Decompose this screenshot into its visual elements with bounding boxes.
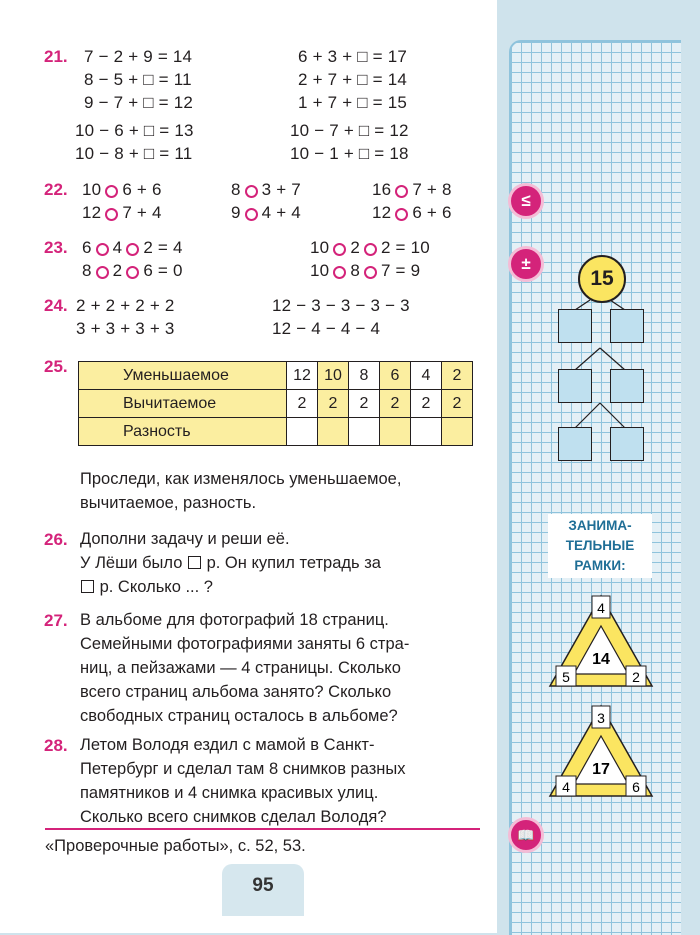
ex27-problem: В альбоме для фотографий 18 страниц. Семейными фотографиями заняты 6 стра- ниц, а пейзажами — 4 страницы. Сколько всего страниц альбома занято? Сколько свободных страниц осталось в альбоме?: [80, 611, 410, 725]
blank-box[interactable]: [81, 580, 94, 593]
ex24-expr: 12 − 4 − 4 − 4: [272, 319, 381, 338]
compare-circle[interactable]: [395, 208, 408, 221]
ex22-value: 6 + 6: [122, 180, 162, 199]
ex23-value: 2 = 10: [380, 238, 430, 257]
table-cell: 8: [349, 362, 380, 390]
answer-cell[interactable]: [411, 418, 442, 446]
compare-sign-icon: ≤: [508, 183, 544, 219]
ex21-left2-line: [75, 121, 194, 141]
ex22-value: 12: [82, 203, 102, 222]
ex24-expr: 3 + 3 + 3 + 3: [76, 319, 175, 338]
triangle-center: 14: [592, 651, 610, 668]
book-icon: 📖: [508, 817, 544, 853]
ex23-value: 2: [350, 238, 360, 257]
ex22-value: 7 + 4: [122, 203, 162, 222]
compare-circle[interactable]: [245, 185, 258, 198]
ex23-expr: [310, 238, 430, 258]
operation-circle[interactable]: [96, 243, 109, 256]
ex24-expr: 2 + 2 + 2 + 2: [76, 296, 175, 315]
triangle-right: 6: [632, 779, 640, 795]
ex22-value: 16: [372, 180, 392, 199]
operation-circle[interactable]: [364, 266, 377, 279]
tree-box[interactable]: [610, 369, 644, 403]
triangle-frame-2: [548, 704, 654, 800]
ex23-value: 2 = 4: [143, 238, 183, 257]
ex26-line: [80, 575, 213, 599]
triangle-top: 3: [597, 710, 605, 726]
ex21-expr: 10 − 7 + □ = 12: [290, 121, 409, 140]
exercise-26-number: 26.: [44, 530, 68, 549]
ex26-line: [80, 551, 381, 575]
tree-root: 15: [578, 255, 626, 303]
operation-circle[interactable]: [364, 243, 377, 256]
compare-circle[interactable]: [395, 185, 408, 198]
table-cell: 2: [349, 390, 380, 418]
triangle-left: 4: [562, 779, 570, 795]
tree-box[interactable]: [610, 427, 644, 461]
frames-label: ЗАНИМА- ТЕЛЬНЫЕ РАМКИ:: [548, 514, 652, 578]
table-cell: 2: [318, 390, 349, 418]
table-row: [79, 362, 473, 390]
table-row: [79, 390, 473, 418]
ex22-expr: [372, 203, 452, 223]
ex23-value: 10: [310, 261, 330, 280]
subtraction-table: [78, 361, 473, 446]
ex22-value: 4 + 4: [261, 203, 301, 222]
row-label-difference: Разность: [79, 418, 287, 446]
table-row: [79, 418, 473, 446]
ex23-value: 4: [112, 238, 123, 257]
ex23-value: 7 = 9: [380, 261, 421, 280]
ex23-value: 2: [112, 261, 123, 280]
triangle-left: 5: [562, 669, 570, 685]
answer-cell[interactable]: [442, 418, 473, 446]
ex22-value: 9: [231, 203, 241, 222]
plus-minus-icon: ±: [508, 246, 544, 282]
grid-sidebar: [509, 40, 681, 935]
ex22-expr: [372, 180, 452, 200]
exercise-25-number: 25.: [44, 357, 68, 376]
compare-circle[interactable]: [105, 208, 118, 221]
table-cell: 2: [287, 390, 318, 418]
exercise-27-number: 27.: [44, 611, 68, 630]
ex21-expr: 1 + 7 + □ = 15: [298, 93, 408, 112]
table-cell: 12: [287, 362, 318, 390]
answer-cell[interactable]: [349, 418, 380, 446]
ex23-value: 6 = 0: [143, 261, 183, 280]
compare-circle[interactable]: [245, 208, 258, 221]
ex28-problem: Летом Володя ездил с мамой в Санкт- Петербург и сделал там 8 снимков разных памятников и 4 снимка красивых улиц. Сколько всего снимков сделал Володя?: [80, 736, 406, 826]
ex26-text: р. Сколько ... ?: [95, 578, 213, 596]
ex21-left2-line: [75, 144, 192, 164]
operation-circle[interactable]: [333, 266, 346, 279]
exercise-23-number: 23.: [44, 238, 68, 257]
ex21-right-line: [298, 93, 407, 113]
ex21-expr: 8 − 5 + □ = 11: [84, 70, 192, 89]
ex21-right-line: [298, 47, 407, 67]
answer-cell[interactable]: [380, 418, 411, 446]
tree-box[interactable]: [558, 369, 592, 403]
ex22-expr: [231, 180, 301, 200]
page-number: 95: [222, 864, 304, 916]
triangle-center: 17: [592, 761, 610, 778]
ex22-expr: [82, 203, 162, 223]
triangle-frame-1: [548, 594, 654, 690]
ex22-value: 6 + 6: [412, 203, 452, 222]
ex26-text: У Лёши было: [80, 554, 187, 572]
ex22-expr: [231, 203, 301, 223]
ex21-left-line: [84, 93, 193, 113]
row-label-minuend: Уменьшаемое: [79, 362, 287, 390]
ex23-expr: [82, 238, 183, 258]
table-cell: 4: [411, 362, 442, 390]
blank-box[interactable]: [188, 556, 201, 569]
ex21-right2-line: [290, 121, 409, 141]
ex23-expr: [310, 261, 420, 281]
exercise-22-number: 22.: [44, 180, 68, 199]
compare-circle[interactable]: [105, 185, 118, 198]
ex25-instruction: Проследи, как изменялось уменьшаемое, вычитаемое, разность.: [80, 470, 402, 512]
ex23-value: 10: [310, 238, 330, 257]
tree-box[interactable]: [610, 309, 644, 343]
ex23-value: 6: [82, 238, 92, 257]
ex23-value: 8: [82, 261, 92, 280]
answer-cell[interactable]: [318, 418, 349, 446]
ex21-left-line: [84, 70, 192, 90]
ex21-expr: 6 + 3 + □ = 17: [298, 47, 408, 66]
triangle-right: 2: [632, 669, 640, 685]
ex26-line: Дополни задачу и реши её.: [80, 530, 290, 548]
ex22-value: 10: [82, 180, 102, 199]
table-cell: 2: [411, 390, 442, 418]
triangle-top: 4: [597, 600, 605, 616]
ex21-expr: 2 + 7 + □ = 14: [298, 70, 408, 89]
operation-circle[interactable]: [126, 266, 139, 279]
table-cell: 2: [442, 362, 473, 390]
ex24-expr: 12 − 3 − 3 − 3 − 3: [272, 296, 410, 315]
workbook-reference: «Проверочные работы», с. 52, 53.: [45, 837, 306, 855]
table-cell: 10: [318, 362, 349, 390]
ex21-left-line: 7 − 2 + 9 = 14: [84, 47, 193, 66]
operation-circle[interactable]: [333, 243, 346, 256]
table-cell: 6: [380, 362, 411, 390]
ex22-value: 12: [372, 203, 392, 222]
ex21-right2-line: [290, 144, 409, 164]
tree-box[interactable]: [558, 427, 592, 461]
ex21-expr: 10 − 1 + □ = 18: [290, 144, 409, 163]
table-cell: 2: [380, 390, 411, 418]
ex26-text: р. Он купил тетрадь за: [202, 554, 381, 572]
ex21-expr: 10 − 8 + □ = 11: [75, 144, 193, 163]
ex23-expr: [82, 261, 183, 281]
ex23-value: 8: [350, 261, 360, 280]
ex22-value: 7 + 8: [412, 180, 452, 199]
tree-box[interactable]: [558, 309, 592, 343]
exercise-21-number: 21.: [44, 47, 68, 66]
ex22-value: 8: [231, 180, 241, 199]
divider: [45, 828, 480, 830]
exercise-24-number: 24.: [44, 296, 68, 315]
exercise-28-number: 28.: [44, 736, 68, 755]
operation-circle[interactable]: [96, 266, 109, 279]
ex21-expr: 10 − 6 + □ = 13: [75, 121, 194, 140]
ex22-expr: [82, 180, 162, 200]
row-label-subtrahend: Вычитаемое: [79, 390, 287, 418]
ex21-expr: 9 − 7 + □ = 12: [84, 93, 194, 112]
answer-cell[interactable]: [287, 418, 318, 446]
ex21-right-line: [298, 70, 407, 90]
table-cell: 2: [442, 390, 473, 418]
ex22-value: 3 + 7: [261, 180, 301, 199]
operation-circle[interactable]: [126, 243, 139, 256]
